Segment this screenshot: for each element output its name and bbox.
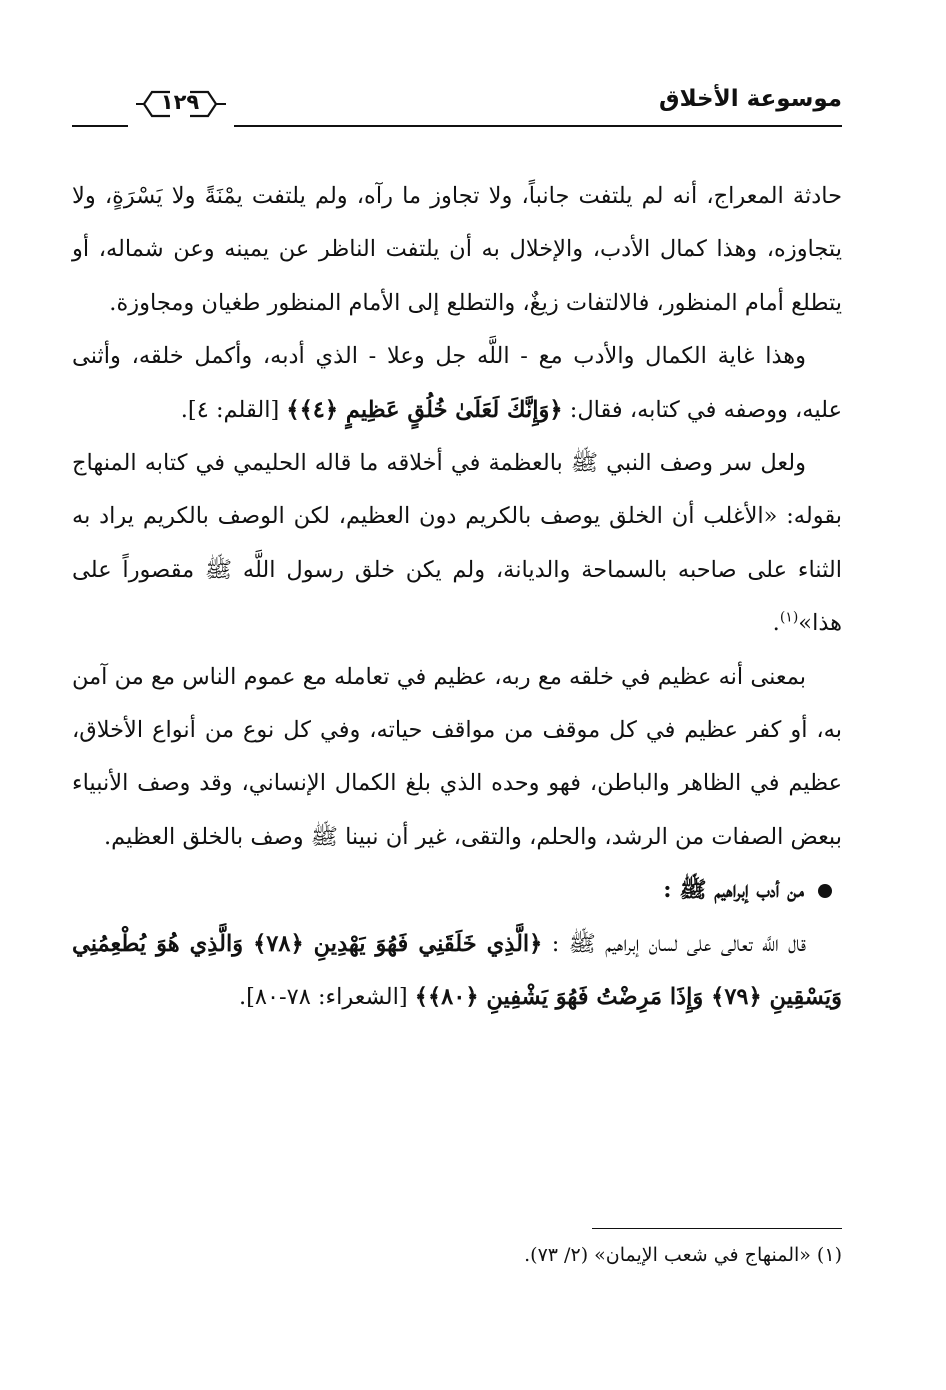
main-text <box>72 170 842 1025</box>
paragraph-1: حادثة المعراج، أنه لم يلتفت جانباً، ولا تجاوز ما رآه، ولم يلتفت يمْنَةً ولا يَسْرَةٍ، ولا يتجاوزه، وهذا كمال الأدب، والإخلال به أن يلتفت الناظر عن يمينه وعن شماله، أو يتطلع أمام المنظور، فالالتفات زيغٌ، والتطلع إلى الأمام المنظور طغيان ومجاوزة. <box>72 183 842 316</box>
paragraph-3 <box>72 437 842 651</box>
bullet-icon <box>818 884 832 898</box>
book-page <box>72 60 842 1330</box>
paragraph-3-text: ولعل سر وصف النبي ﷺ بالعظمة في أخلاقه ما قاله الحليمي في كتابه المنهاج بقوله: «الأغلب أن الخلق يوصف بالكريم دون العظيم، لكن الوصف بالكريم يراد به الثناء على صاحبه بالسماحة والديانة، ولم يكن خلق رسول اللَّه ﷺ مقصوراً على هذا» <box>72 450 842 637</box>
paragraph-4: بمعنى أنه عظيم في خلقه مع ربه، عظيم في تعامله مع عموم الناس مع من آمن به، أو كفر عظيم في كل موقف من مواقف حياته، وفي كل نوع من أنواع الأخلاق، عظيم في الظاهر والباطن، فهو وحده الذي بلغ الكمال الإنساني، وقد وصف الأنبياء ببعض الصفات من الرشد، والحلم، والتقى، غير أن نبينا ﷺ وصف بالخلق العظيم. <box>72 663 842 850</box>
section-heading <box>72 864 842 917</box>
quran-verse-1: ﴿وَإِنَّكَ لَعَلَىٰ خُلُقٍ عَظِيمٍ ﴿٤﴾﴾ <box>286 396 563 423</box>
header-rule-right <box>234 125 842 127</box>
book-title: موسوعة الأخلاق <box>659 86 842 112</box>
footnote-marker[interactable]: (١) <box>779 609 799 626</box>
footnote-rule <box>592 1228 842 1229</box>
verse-reference-2: [الشعراء: ٧٨-٨٠]. <box>238 984 415 1011</box>
page-number-frame <box>130 86 230 122</box>
page-header <box>72 80 842 130</box>
header-rule-left <box>72 125 128 127</box>
paragraph-2-text: وهذا غاية الكمال والأدب مع - اللَّه جل وعلا - الذي أدبه، وأكمل خلقه، وأثنى عليه، ووصفه في كتابه، فقال: <box>72 343 842 423</box>
section-heading-text: من أدب إبراهيم ﷺ : <box>663 877 804 904</box>
quran-verse-2: ﴿الَّذِي خَلَقَنِي فَهُوَ يَهْدِينِ ﴿٧٨﴾ وَالَّذِي هُوَ يُطْعِمُنِي وَيَسْقِينِ ﴿٧٩﴾ وَإِذَا مَرِضْتُ فَهُوَ يَشْفِينِ ﴿٨٠﴾﴾ <box>72 930 842 1011</box>
footnote: (١) «المنهاج في شعب الإيمان» (٢/ ٧٣). <box>524 1244 842 1266</box>
page-number: ١٢٩ <box>160 90 200 114</box>
paragraph-2 <box>72 330 842 437</box>
verse-reference-1: [القلم: ٤]. <box>180 396 287 423</box>
paragraph-3-end: . <box>772 610 780 637</box>
paragraph-5 <box>72 918 842 1025</box>
paragraph-5-text: قال اللَّه تعالى على لسان إبراهيم ﷺ : <box>542 930 806 957</box>
